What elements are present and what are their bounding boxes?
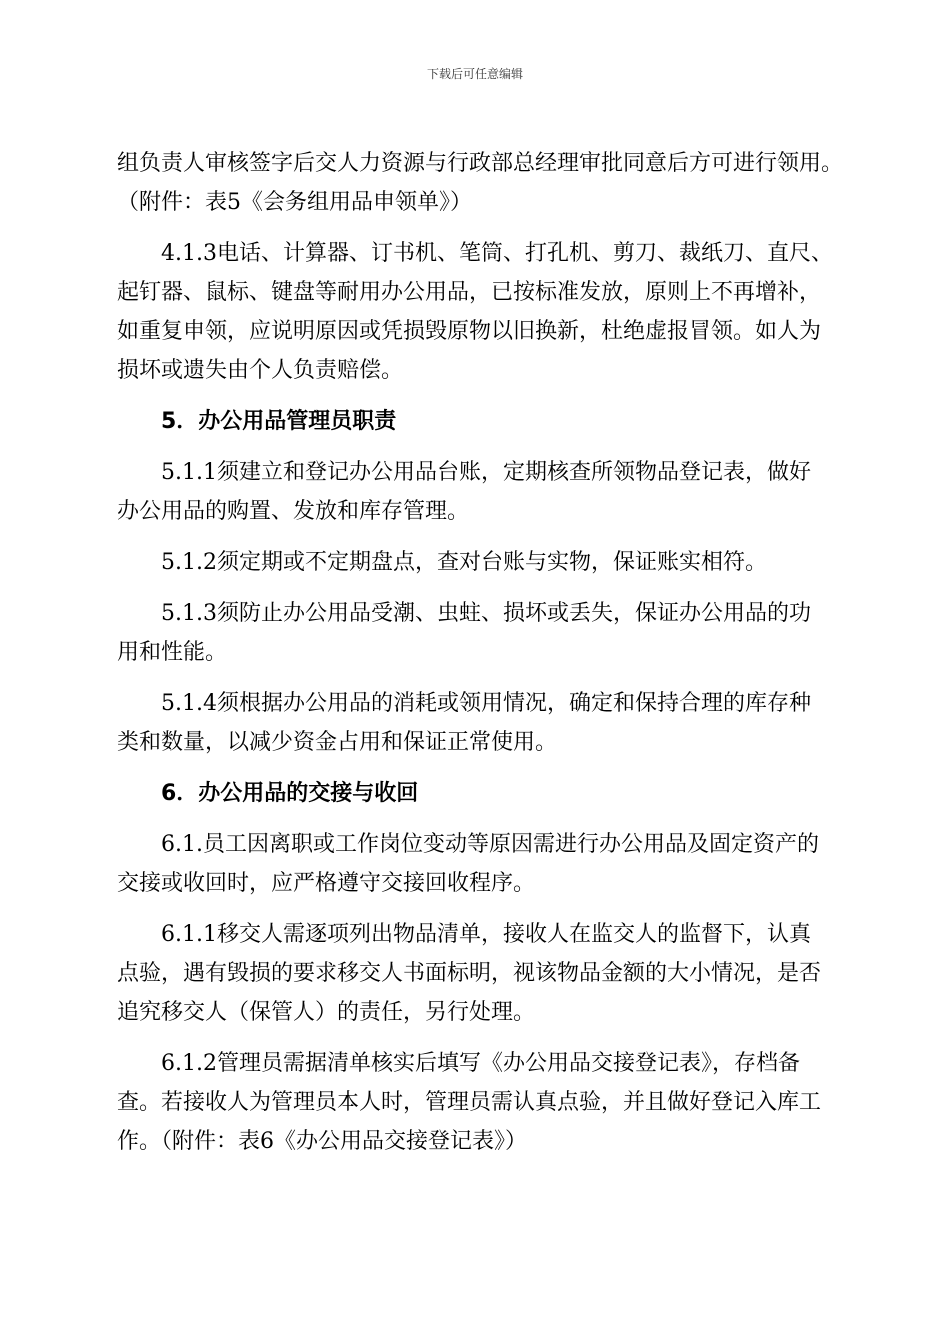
paragraph-line: 追究移交人（保管人）的责任，另行处理。 bbox=[117, 1000, 536, 1025]
paragraph-line: 查。若接收人为管理员本人时，管理员需认真点验，并且做好登记入库工 bbox=[117, 1090, 822, 1115]
paragraph-line: 用和性能。 bbox=[117, 640, 228, 665]
paragraph-line: 4.1.3电话、计算器、订书机、笔筒、打孔机、剪刀、裁纸刀、直尺、 bbox=[161, 241, 833, 266]
paragraph-line: 作。（附件：表6《办公用品交接登记表》） bbox=[117, 1129, 527, 1154]
paragraph-line: 点验，遇有毁损的要求移交人书面标明，视该物品金额的大小情况，是否 bbox=[117, 961, 822, 986]
paragraph-line: 5.1.4须根据办公用品的消耗或领用情况，确定和保持合理的库存种 bbox=[161, 691, 811, 716]
paragraph-line: 5.1.2须定期或不定期盘点，查对台账与实物，保证账实相符。 bbox=[161, 550, 767, 575]
paragraph bbox=[117, 543, 853, 582]
paragraph-line: 损坏或遗失由个人负责赔偿。 bbox=[117, 358, 404, 383]
section-heading: 6．办公用品的交接与收回 bbox=[161, 781, 419, 806]
paragraph bbox=[117, 144, 853, 222]
document-body bbox=[117, 144, 853, 1173]
paragraph bbox=[117, 1044, 853, 1161]
page-header-note: 下载后可任意编辑 bbox=[426, 67, 523, 81]
paragraph-line: 办公用品的购置、发放和库存管理。 bbox=[117, 499, 470, 524]
paragraph bbox=[117, 453, 853, 531]
paragraph-line: （附件：表5《会务组用品申领单》） bbox=[117, 190, 472, 215]
paragraph-line: 交接或收回时，应严格遵守交接回收程序。 bbox=[117, 871, 536, 896]
paragraph-line: 起钉器、鼠标、键盘等耐用办公用品，已按标准发放，原则上不再增补， bbox=[117, 280, 822, 305]
section-heading: 5．办公用品管理员职责 bbox=[161, 409, 397, 434]
paragraph-line: 5.1.1须建立和登记办公用品台账，定期核查所领物品登记表，做好 bbox=[161, 460, 811, 485]
paragraph bbox=[117, 915, 853, 1032]
paragraph bbox=[117, 594, 853, 672]
paragraph-line: 5.1.3须防止办公用品受潮、虫蛀、损坏或丢失，保证办公用品的功 bbox=[161, 601, 811, 626]
paragraph-line: 如重复申领，应说明原因或凭损毁原物以旧换新，杜绝虚报冒领。如人为 bbox=[117, 319, 822, 344]
paragraph-line: 类和数量，以减少资金占用和保证正常使用。 bbox=[117, 730, 558, 755]
paragraph-line: 6.1.1移交人需逐项列出物品清单，接收人在监交人的监督下，认真 bbox=[161, 922, 811, 947]
paragraph bbox=[117, 825, 853, 903]
paragraph-line: 6.1.员工因离职或工作岗位变动等原因需进行办公用品及固定资产的 bbox=[161, 832, 819, 857]
paragraph bbox=[117, 234, 853, 390]
paragraph bbox=[117, 684, 853, 762]
paragraph-line: 组负责人审核签字后交人力资源与行政部总经理审批同意后方可进行领用。 bbox=[117, 151, 844, 176]
paragraph-line: 6.1.2管理员需据清单核实后填写《办公用品交接登记表》，存档备 bbox=[161, 1051, 800, 1076]
